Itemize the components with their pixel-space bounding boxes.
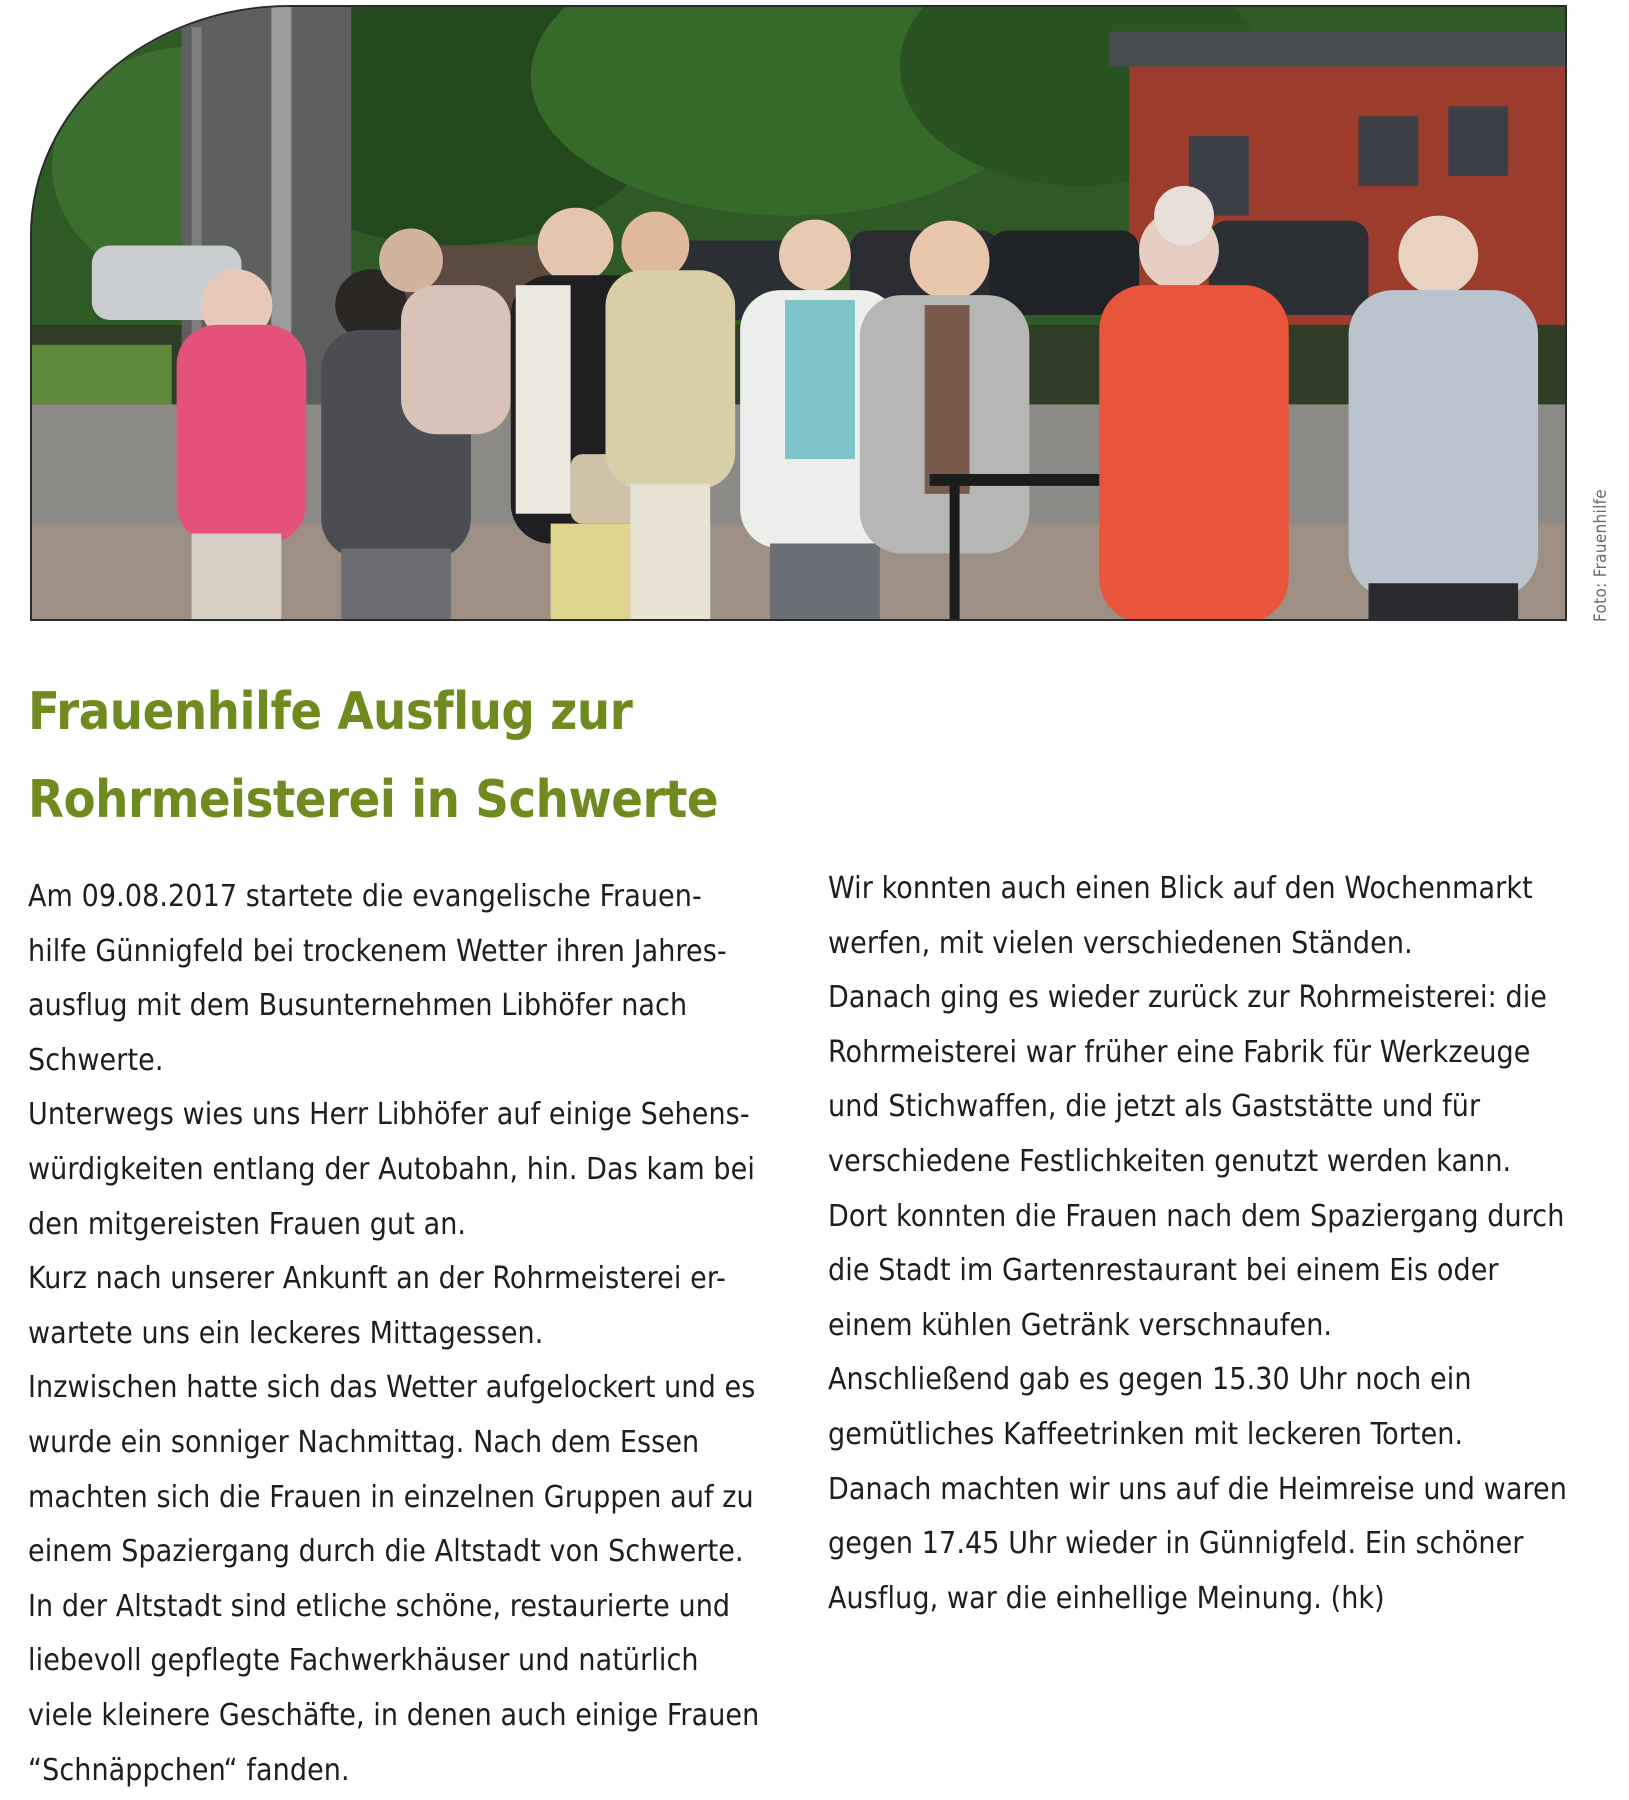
text-line: verschiedene Festlichkeiten genutzt werden kann. — [828, 1143, 1512, 1179]
article-title-line-2: Rohrmeisterei in Schwerte — [28, 770, 719, 830]
text-line: “Schnäppchen“ fanden. — [28, 1752, 350, 1788]
text-line: einem Spaziergang durch die Altstadt von Schwerte. — [28, 1534, 744, 1570]
text-line: Wir konnten auch einen Blick auf den Wochenmarkt — [828, 871, 1533, 906]
text-line: würdigkeiten entlang der Autobahn, hin. Das kam bei — [28, 1151, 755, 1187]
text-line: Ausflug, war die einhellige Meinung. (hk) — [828, 1580, 1385, 1616]
text-line: gemütliches Kaffeetrinken mit leckeren Torten. — [828, 1416, 1464, 1452]
text-line: Unterwegs wies uns Herr Libhöfer auf einige Sehens- — [28, 1097, 750, 1133]
text-line: Danach machten wir uns auf die Heimreise und waren — [828, 1471, 1567, 1507]
text-line: Anschließend gab es gegen 15.30 Uhr noch ein — [828, 1362, 1472, 1398]
text-line: gegen 17.45 Uhr wieder in Günnigfeld. Ein schöner — [828, 1526, 1524, 1562]
text-line: wartete uns ein leckeres Mittagessen. — [28, 1315, 544, 1351]
text-line: In der Altstadt sind etliche schöne, restaurierte und — [28, 1588, 731, 1624]
text-line: einem kühlen Getränk verschnaufen. — [828, 1307, 1333, 1343]
text-line: Kurz nach unserer Ankunft an der Rohrmeisterei er- — [28, 1261, 726, 1297]
text-line: viele kleinere Geschäfte, in denen auch einige Frauen — [28, 1697, 760, 1733]
text-line: ausflug mit dem Busunternehmen Libhöfer nach — [28, 988, 688, 1024]
article-column-right — [828, 862, 1608, 1626]
article-column-left — [28, 870, 788, 1798]
article-title — [28, 668, 928, 844]
text-line: machten sich die Frauen in einzelnen Gruppen auf zu — [28, 1479, 754, 1515]
text-line: und Stichwaffen, die jetzt als Gaststätte und für — [828, 1089, 1481, 1125]
text-line: den mitgereisten Frauen gut an. — [28, 1206, 467, 1242]
text-line: Inzwischen hatte sich das Wetter aufgelockert und es — [28, 1370, 756, 1406]
text-line: Dort konnten die Frauen nach dem Spaziergang durch — [828, 1198, 1565, 1234]
group-photo-illustration — [32, 7, 1565, 619]
text-line: Am 09.08.2017 startete die evangelische Frauen- — [28, 879, 702, 914]
text-line: wurde ein sonniger Nachmittag. Nach dem Essen — [28, 1424, 700, 1460]
text-line: liebevoll gepflegte Fachwerkhäuser und natürlich — [28, 1643, 699, 1679]
text-line: werfen, mit vielen verschiedenen Ständen. — [828, 925, 1413, 961]
text-line: die Stadt im Gartenrestaurant bei einem Eis oder — [828, 1253, 1499, 1289]
article-title-line-1: Frauenhilfe Ausflug zur — [28, 682, 633, 742]
text-line: Schwerte. — [28, 1042, 164, 1078]
text-line: Danach ging es wieder zurück zur Rohrmeisterei: die — [828, 980, 1548, 1016]
text-line: hilfe Günnigfeld bei trockenem Wetter ihren Jahres- — [28, 933, 727, 969]
group-photo — [30, 5, 1567, 621]
photo-credit: Foto: Frauenhilfe — [1591, 488, 1611, 622]
text-line: Rohrmeisterei war früher eine Fabrik für Werkzeuge — [828, 1034, 1531, 1070]
